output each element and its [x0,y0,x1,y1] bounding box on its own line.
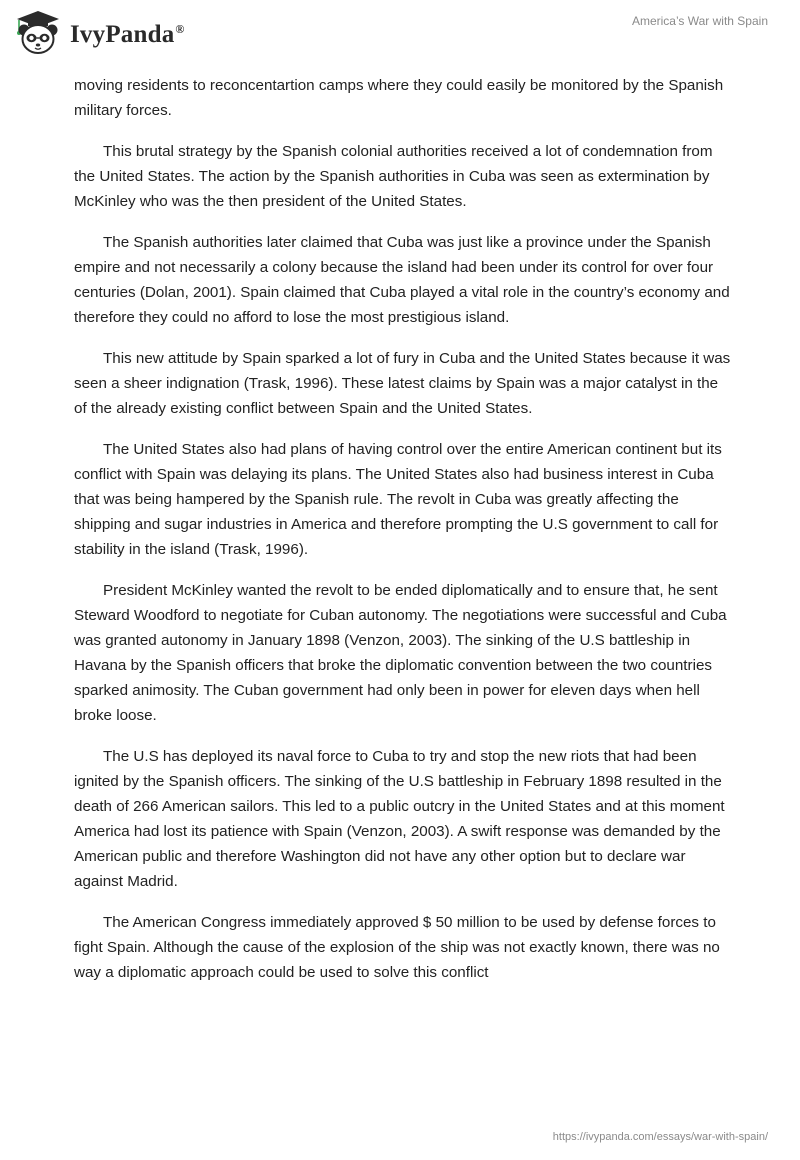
essay-body [74,73,734,1001]
document-title: America’s War with Spain [631,14,768,28]
brand-name: IvyPanda® [70,21,185,48]
paragraph: The U.S has deployed its naval force to Cuba to try and stop the new riots that had been ignited by the Spanish officers. The sinking of the U.S battleship in February 1898 resulted in the death of 266 American sailors. This led to a public outcry in the United States and at this moment America had lost its patience with Spain (Venzon, 2003). A swift response was demanded by the American public and therefore Washington did not have any other option but to declare war against Madrid. [74,748,725,890]
paragraph-continued: moving residents to reconcentartion camps where they could easily be monitored by the Spanish military forces. [74,77,724,119]
paragraph: The United States also had plans of having control over the entire American continent but its conflict with Spain was delaying its plans. The United States also had business interest in Cuba that was being hampered by the Spanish rule. The revolt in Cuba was greatly affecting the shipping and sugar industries in America and therefore prompting the U.S government to call for stability in the island (Trask, 1996). [74,441,722,558]
paragraph: This new attitude by Spain sparked a lot of fury in Cuba and the United States because it was seen a sheer indignation (Trask, 1996). These latest claims by Spain was a major catalyst in the of the already existing conflict between Spain and the United States. [74,350,731,417]
registered-mark: ® [175,21,185,36]
paragraph: The American Congress immediately approved $ 50 million to be used by defense forces to fight Spain. Although the cause of the explosion of the ship was not exactly known, there was no way a diplomatic approach could be used to solve this conflict [74,914,720,981]
paragraph: This brutal strategy by the Spanish colonial authorities received a lot of condemnation from the United States. The action by the Spanish authorities in Cuba was seen as extermination by McKinley who was the then president of the United States. [74,143,713,210]
source-url-link[interactable]: https://ivypanda.com/essays/war-with-spain/ [552,1131,768,1143]
page-header [0,0,800,66]
paragraph: The Spanish authorities later claimed that Cuba was just like a province under the Spanish empire and not necessarily a colony because the island had been under its control for over four centuries (Dolan, 2001). Spain claimed that Cuba played a vital role in the country’s economy and therefore they could no afford to lose the most prestigious island. [74,234,730,326]
panda-graduate-logo-icon [14,10,62,56]
paragraph: President McKinley wanted the revolt to be ended diplomatically and to ensure that, he sent Steward Woodford to negotiate for Cuban autonomy. The negotiations were successful and Cuba was granted autonomy in January 1898 (Venzon, 2003). The sinking of the U.S battleship in Havana by the Spanish officers that broke the diplomatic convention between the two countries sparked animosity. The Cuban government had only been in power for eleven days when hell broke loose. [74,582,727,724]
ivypanda-logo[interactable] [14,10,185,56]
